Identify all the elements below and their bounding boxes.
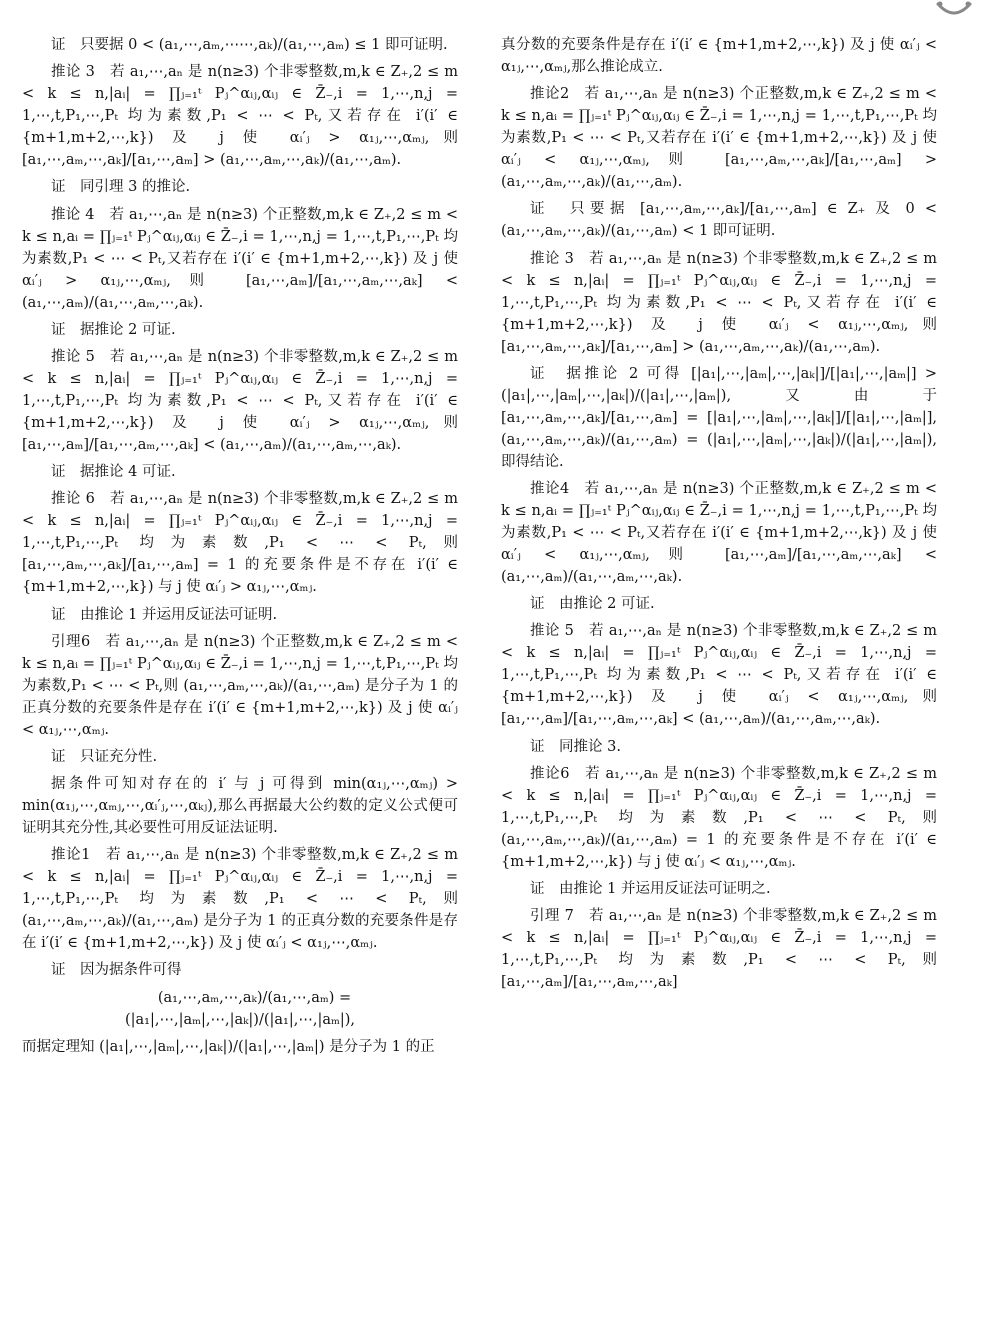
- paragraph-statement: 引理6 若 a₁,⋯,aₙ 是 n(n≥3) 个正整数,m,k ∈ Z₊,2 ≤ m < k ≤ n,aᵢ = ∏ⱼ₌₁ᵗ Pⱼ^αᵢⱼ,αᵢⱼ ∈ Z̄₋,i = 1,⋯,n,j = 1,⋯,t,P₁,⋯,Pₜ 均为素数,P₁ < ⋯ < Pₜ,则 (a₁,⋯,aₘ,⋯,aₖ)/(a₁,⋯,aₘ) 是分子为 1 的正真分数的充要条件是存在 i′(i′ ∈ {m+1,m+2,⋯,k}) 及 j 使 αᵢ′ⱼ < α₁ⱼ,⋯,αₘⱼ.: [22, 633, 458, 738]
- paragraph-statement: 推论 3 若 a₁,⋯,aₙ 是 n(n≥3) 个非零整数,m,k ∈ Z₊,2 ≤ m < k ≤ n,|aᵢ| = ∏ⱼ₌₁ᵗ Pⱼ^αᵢⱼ,αᵢⱼ ∈ Z̄₋,i = 1,⋯,n,j = 1,⋯,t,P₁,⋯,Pₜ 均为素数,P₁ < ⋯ < Pₜ,又若存在 i′(i′ ∈ {m+1,m+2,⋯,k}) 及 j 使 αᵢ′ⱼ > α₁ⱼ,⋯,αₘⱼ,则 [a₁,⋯,aₘ,⋯,aₖ]/[a₁,⋯,aₘ] > (a₁,⋯,aₘ,⋯,aₖ)/(a₁,⋯,aₘ).: [22, 64, 458, 169]
- paragraph-statement: 推论6 若 a₁,⋯,aₙ 是 n(n≥3) 个非零整数,m,k ∈ Z₊,2 ≤ m < k ≤ n,|aᵢ| = ∏ⱼ₌₁ᵗ Pⱼ^αᵢⱼ,αᵢⱼ ∈ Z̄₋,i = 1,⋯,n,j = 1,⋯,t,P₁,⋯,Pₜ 均为素数,P₁ < ⋯ < Pₜ,则 (a₁,⋯,aₘ,⋯,aₖ)/(a₁,⋯,aₘ) = 1 的充要条件是不存在 i′(i′ ∈ {m+1,m+2,⋯,k}) 与 j 使 αᵢ′ⱼ < α₁ⱼ,⋯,αₘⱼ.: [501, 765, 937, 870]
- paragraph-proof: 证 同推论 3.: [530, 738, 621, 755]
- paragraph-formula: (a₁,⋯,aₘ,⋯,aₖ)/(a₁,⋯,aₘ) = (|a₁|,⋯,|aₘ|,⋯,|aₖ|)/(|a₁|,⋯,|aₘ|),: [124, 989, 356, 1028]
- corner-logo-icon: [934, 0, 974, 18]
- paragraph-proof: 证 只要据 0 < (a₁,⋯,aₘ,⋯⋯,aₖ)/(a₁,⋯,aₘ) ≤ 1 即可证明.: [51, 37, 448, 53]
- paragraph-statement: 推论 3 若 a₁,⋯,aₙ 是 n(n≥3) 个非零整数,m,k ∈ Z₊,2 ≤ m < k ≤ n,|aᵢ| = ∏ⱼ₌₁ᵗ Pⱼ^αᵢⱼ,αᵢⱼ ∈ Z̄₋,i = 1,⋯,n,j = 1,⋯,t,P₁,⋯,Pₜ 均为素数,P₁ < ⋯ < Pₜ,又若存在 i′(i′ ∈ {m+1,m+2,⋯,k}) 及 j 使 αᵢ′ⱼ < α₁ⱼ,⋯,αₘⱼ,则 [a₁,⋯,aₘ,⋯,aₖ]/[a₁,⋯,aₘ] > (a₁,⋯,aₘ,⋯,aₖ)/(a₁,⋯,aₘ).: [501, 250, 937, 355]
- paragraph-proof: 证 由推论 2 可证.: [530, 596, 655, 613]
- paragraph-statement: 推论1 若 a₁,⋯,aₙ 是 n(n≥3) 个非零整数,m,k ∈ Z₊,2 ≤ m < k ≤ n,|aᵢ| = ∏ⱼ₌₁ᵗ Pⱼ^αᵢⱼ,αᵢⱼ ∈ Z̄₋,i = 1,⋯,n,j = 1,⋯,t,P₁,⋯,Pₜ 均为素数,P₁ < ⋯ < Pₜ,则 (a₁,⋯,aₘ,⋯,aₖ)/(a₁,⋯,aₘ) 是分子为 1 的正真分数的充要条件是存在 i′(i′ ∈ {m+1,m+2,⋯,k}) 及 j 使 αᵢ′ⱼ < α₁ⱼ,⋯,αₘⱼ.: [22, 847, 458, 952]
- paragraph-proof: 证 据推论 2 可得 [|a₁|,⋯,|aₘ|,⋯,|aₖ|]/[|a₁|,⋯,|aₘ|] > (|a₁|,⋯,|aₘ|,⋯,|aₖ|)/(|a₁|,⋯,|aₘ|),又由于 [a₁,⋯,aₘ,⋯,aₖ]/[a₁,⋯,aₘ] = [|a₁|,⋯,|aₘ|,⋯,|aₖ|]/[|a₁|,⋯,|aₘ|],(a₁,⋯,aₘ,⋯,aₖ)/(a₁,⋯,aₘ) = (|a₁|,⋯,|aₘ|,⋯,|aₖ|)/(|a₁|,⋯,|aₘ|),即得结论.: [501, 365, 937, 470]
- paragraph-proof: 证 只证充分性.: [51, 748, 158, 765]
- paragraph-statement: 推论 5 若 a₁,⋯,aₙ 是 n(n≥3) 个非零整数,m,k ∈ Z₊,2 ≤ m < k ≤ n,|aᵢ| = ∏ⱼ₌₁ᵗ Pⱼ^αᵢⱼ,αᵢⱼ ∈ Z̄₋,i = 1,⋯,n,j = 1,⋯,t,P₁,⋯,Pₜ 均为素数,P₁ < ⋯ < Pₜ,又若存在 i′(i′ ∈ {m+1,m+2,⋯,k}) 及 j 使 αᵢ′ⱼ > α₁ⱼ,⋯,αₘⱼ,则 [a₁,⋯,aₘ]/[a₁,⋯,aₘ,⋯,aₖ] < (a₁,⋯,aₘ)/(a₁,⋯,aₘ,⋯,aₖ).: [22, 348, 458, 453]
- paragraph-cont: 而据定理知 (|a₁|,⋯,|aₘ|,⋯,|aₖ|)/(|a₁|,⋯,|aₘ|) 是分子为 1 的正: [22, 1038, 435, 1055]
- paragraph-cont: 真分数的充要条件是存在 i′(i′ ∈ {m+1,m+2,⋯,k}) 及 j 使 αᵢ′ⱼ < α₁ⱼ,⋯,αₘⱼ,那么推论成立.: [501, 37, 937, 75]
- left-column: [22, 34, 458, 1063]
- paragraph-statement: 引理 7 若 a₁,⋯,aₙ 是 n(n≥3) 个非零整数,m,k ∈ Z₊,2 ≤ m < k ≤ n,|aᵢ| = ∏ⱼ₌₁ᵗ Pⱼ^αᵢⱼ,αᵢⱼ ∈ Z̄₋,i = 1,⋯,n,j = 1,⋯,t,P₁,⋯,Pₜ 均为素数,P₁ < ⋯ < Pₜ,则 [a₁,⋯,aₘ]/[a₁,⋯,aₘ,⋯,aₖ]: [501, 908, 937, 991]
- paragraph-statement: 推论 4 若 a₁,⋯,aₙ 是 n(n≥3) 个正整数,m,k ∈ Z₊,2 ≤ m < k ≤ n,aᵢ = ∏ⱼ₌₁ᵗ Pⱼ^αᵢⱼ,αᵢⱼ ∈ Z̄₋,i = 1,⋯,n,j = 1,⋯,t,P₁,⋯,Pₜ 均为素数,P₁ < ⋯ < Pₜ,又若存在 i′(i′ ∈ {m+1,m+2,⋯,k}) 及 j 使 αᵢ′ⱼ > α₁ⱼ,⋯,αₘⱼ,则 [a₁,⋯,aₘ]/[a₁,⋯,aₘ,⋯,aₖ] < (a₁,⋯,aₘ)/(a₁,⋯,aₘ,⋯,aₖ).: [22, 206, 458, 311]
- paragraph-proof: 证 同引理 3 的推论.: [51, 179, 191, 196]
- paragraph-statement: 推论 6 若 a₁,⋯,aₙ 是 n(n≥3) 个非零整数,m,k ∈ Z₊,2 ≤ m < k ≤ n,|aᵢ| = ∏ⱼ₌₁ᵗ Pⱼ^αᵢⱼ,αᵢⱼ ∈ Z̄₋,i = 1,⋯,n,j = 1,⋯,t,P₁,⋯,Pₜ 均为素数,P₁ < ⋯ < Pₜ,则 [a₁,⋯,aₘ,⋯,aₖ]/[a₁,⋯,aₘ] = 1 的充要条件是不存在 i′(i′ ∈ {m+1,m+2,⋯,k}) 与 j 使 αᵢ′ⱼ > α₁ⱼ,⋯,αₘⱼ.: [22, 491, 458, 596]
- paragraph-proof: 证 因为据条件可得: [51, 962, 182, 979]
- right-column: [501, 34, 937, 998]
- paragraph-proof: 证 据推论 2 可证.: [51, 321, 176, 338]
- paragraph-proof: 证 只要据 [a₁,⋯,aₘ,⋯,aₖ]/[a₁,⋯,aₘ] ∈ Z₊ 及 0 < (a₁,⋯,aₘ,⋯,aₖ)/(a₁,⋯,aₘ) < 1 即可证明.: [501, 201, 937, 240]
- paragraph-statement: 推论 5 若 a₁,⋯,aₙ 是 n(n≥3) 个非零整数,m,k ∈ Z₊,2 ≤ m < k ≤ n,|aᵢ| = ∏ⱼ₌₁ᵗ Pⱼ^αᵢⱼ,αᵢⱼ ∈ Z̄₋,i = 1,⋯,n,j = 1,⋯,t,P₁,⋯,Pₜ 均为素数,P₁ < ⋯ < Pₜ,又若存在 i′(i′ ∈ {m+1,m+2,⋯,k}) 及 j 使 αᵢ′ⱼ < α₁ⱼ,⋯,αₘⱼ,则 [a₁,⋯,aₘ]/[a₁,⋯,aₘ,⋯,aₖ] < (a₁,⋯,aₘ)/(a₁,⋯,aₘ,⋯,aₖ).: [501, 623, 937, 728]
- paragraph-statement: 推论4 若 a₁,⋯,aₙ 是 n(n≥3) 个正整数,m,k ∈ Z₊,2 ≤ m < k ≤ n,aᵢ = ∏ⱼ₌₁ᵗ Pⱼ^αᵢⱼ,αᵢⱼ ∈ Z̄₋,i = 1,⋯,n,j = 1,⋯,t,P₁,⋯,Pₜ 均为素数,P₁ < ⋯ < Pₜ,又若存在 i′(i′ ∈ {m+1,m+2,⋯,k}) 及 j 使 αᵢ′ⱼ < α₁ⱼ,⋯,αₘⱼ,则 [a₁,⋯,aₘ]/[a₁,⋯,aₘ,⋯,aₖ] < (a₁,⋯,aₘ)/(a₁,⋯,aₘ,⋯,aₖ).: [501, 480, 937, 585]
- paragraph-proof: 证 由推论 1 并运用反证法可证明.: [51, 606, 278, 623]
- paragraph-proof: 证 据推论 4 可证.: [51, 464, 176, 481]
- paragraph-body: 据条件可知对存在的 i′ 与 j 可得到 min(α₁ⱼ,⋯,αₘⱼ) > min(α₁ⱼ,⋯,αₘⱼ,⋯,αᵢ′ⱼ,⋯,αₖⱼ),那么再据最大公约数的定义公式便可证明其充分性,其必要性可用反证法证明.: [22, 776, 458, 837]
- paragraph-statement: 推论2 若 a₁,⋯,aₙ 是 n(n≥3) 个正整数,m,k ∈ Z₊,2 ≤ m < k ≤ n,aᵢ = ∏ⱼ₌₁ᵗ Pⱼ^αᵢⱼ,αᵢⱼ ∈ Z̄₋,i = 1,⋯,n,j = 1,⋯,t,P₁,⋯,Pₜ 均为素数,P₁ < ⋯ < Pₜ,又若存在 i′(i′ ∈ {m+1,m+2,⋯,k}) 及 j 使 αᵢ′ⱼ < α₁ⱼ,⋯,αₘⱼ,则 [a₁,⋯,aₘ,⋯,aₖ]/[a₁,⋯,aₘ] > (a₁,⋯,aₘ,⋯,aₖ)/(a₁,⋯,aₘ).: [501, 86, 937, 191]
- paragraph-proof: 证 由推论 1 并运用反证法可证明之.: [530, 880, 771, 897]
